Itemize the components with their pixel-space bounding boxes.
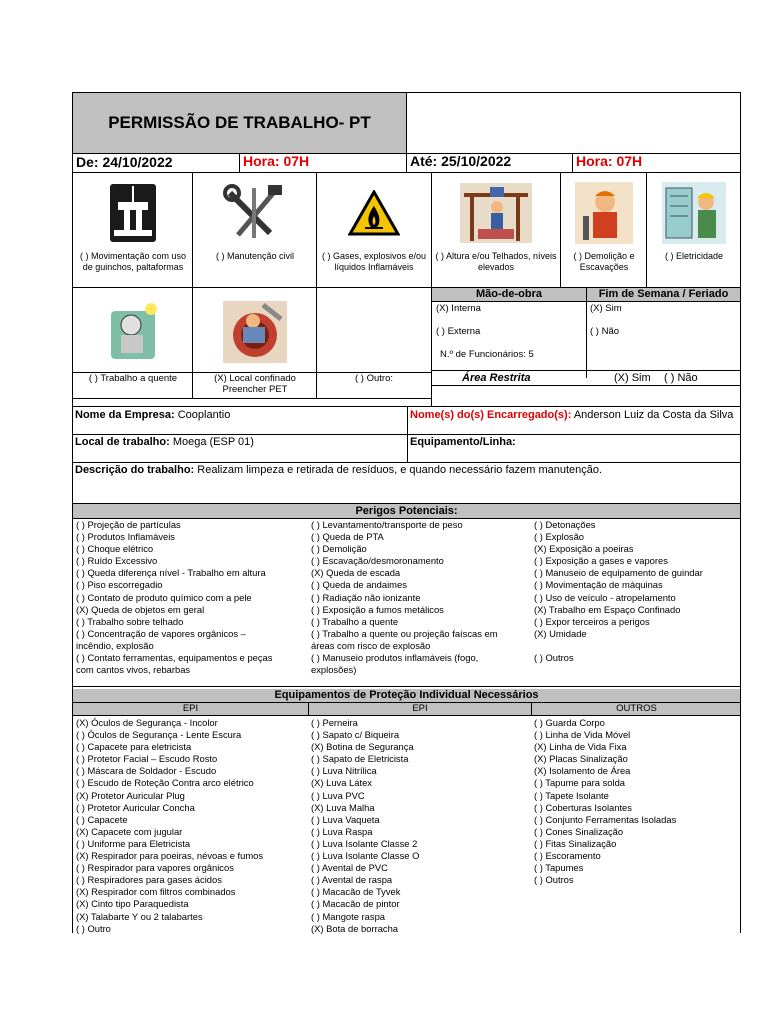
start-hour: Hora: 07H: [239, 153, 309, 172]
equipamento-field: [410, 436, 516, 448]
empresa-label: Nome da Empresa:: [75, 409, 175, 421]
mao-de-obra-interna: (X) Interna: [436, 303, 481, 314]
epi-column-header-row: [73, 703, 740, 716]
perigos-column-1: [76, 519, 308, 676]
list-item: ( ) Respiradores para gases ácidos: [76, 874, 222, 886]
list-item: ( ) Exposição a fumos metálicos: [311, 603, 444, 615]
work-type-label-local-confinado: (X) Local confinado Preencher PET: [214, 373, 296, 395]
list-item: (X) Queda de escada: [311, 567, 401, 579]
list-item: (X) Respirador com filtros combinados: [76, 886, 236, 898]
list-item: ( ) Projeção de partículas: [76, 519, 181, 530]
list-item: ( ) Avental de PVC: [311, 862, 388, 874]
local-label: Local de trabalho:: [75, 436, 170, 448]
epi-header: Equipamentos de Proteção Individual Necessários: [73, 689, 740, 703]
list-item: ( ) Movimentação de máquinas: [534, 579, 663, 591]
list-item: ( ) Mangote raspa: [311, 910, 385, 922]
area-restrita-nao: ( ) Não: [664, 372, 698, 384]
tools-icon: [193, 171, 316, 255]
end-hour: Hora: 07H: [572, 153, 642, 172]
list-item: ( ) Escavação/desmoronamento: [311, 555, 444, 567]
list-item: [534, 664, 738, 676]
fim-semana-header: Fim de Semana / Feriado: [587, 288, 740, 302]
list-item: ( ) Levantamento/transporte de peso: [311, 519, 463, 530]
list-item: ( ) Luva Isolante Classe O: [311, 850, 420, 862]
list-item: ( ) Perneira: [311, 717, 358, 728]
list-item: (X) Exposição a poeiras: [534, 543, 634, 555]
list-item: ( ) Sapato de Eletricista: [311, 753, 409, 765]
work-type-label-gases: ( ) Gases, explosivos e/ou líquidos Inflamáveis: [321, 251, 427, 272]
descricao-field: [75, 464, 735, 476]
encarregado-label: Nome(s) do(s) Encarregado(s):: [410, 409, 572, 421]
local-trabalho-field: [75, 436, 254, 448]
work-type-label-demolicao: ( ) Demolição e Escavações: [573, 251, 635, 272]
work-type-label-eletricidade: ( ) Eletricidade: [664, 251, 724, 261]
crane-lift-icon: [73, 171, 192, 255]
list-item: ( ) Detonações: [534, 519, 596, 530]
title-blank-cell: [407, 93, 740, 153]
list-item: ( ) Explosão: [534, 531, 585, 543]
encarregado-field: [410, 409, 738, 422]
perigos-header: Perigos Potenciais:: [73, 503, 740, 519]
list-item: ( ) Trabalho a quente: [311, 615, 399, 627]
list-item: (X) Capacete com jugular: [76, 825, 183, 837]
work-type-label-altura: ( ) Altura e/ou Telhados, níveis elevados: [435, 251, 557, 272]
list-item: ( ) Contato de produto químico com a pele: [76, 591, 252, 603]
list-item: (X) Luva Látex: [311, 777, 372, 789]
descricao-label: Descrição do trabalho:: [75, 464, 195, 476]
list-item: ( ) Respirador para vapores orgânicos: [76, 862, 234, 874]
list-item: ( ) Manuseio produtos inflamáveis (fogo,: [311, 652, 479, 664]
list-item: ( ) Radiação não ionizante: [311, 591, 421, 603]
work-type-label-outro: ( ) Outro:: [354, 373, 393, 384]
date-row: [73, 153, 740, 173]
start-date: De: 24/10/2022: [76, 154, 173, 170]
descricao-value: Realizam limpeza e retirada de resíduos, e quando necessário fazem manutenção.: [197, 464, 603, 476]
list-item: ( ) Produtos Inflamáveis: [76, 531, 175, 543]
list-item: ( ) Tapete Isolante: [534, 789, 609, 801]
list-item: ( ) Linha de Vida Móvel: [534, 729, 631, 741]
list-item: ( ) Macacão de pintor: [311, 898, 400, 910]
list-item: ( ) Capacete para eletricista: [76, 741, 192, 753]
demolition-icon: [561, 171, 646, 255]
list-item: áreas com risco de explosão: [311, 639, 431, 651]
list-item: com cantos vivos, rebarbas: [76, 664, 191, 676]
encarregado-value: Anderson Luiz da Costa da Silva: [573, 409, 734, 421]
list-item: ( ) Escudo de Roteção Contra arco elétrico: [76, 777, 254, 789]
list-item: ( ) Exposição a gases e vapores: [534, 555, 668, 567]
work-type-label-manutencao: ( ) Manutenção civil: [215, 251, 295, 261]
list-item: [534, 640, 738, 652]
perigos-column-2: [311, 519, 529, 676]
list-item: ( ) Luva Raspa: [311, 825, 373, 837]
list-item: (X) Luva Malha: [311, 801, 375, 813]
list-item: ( ) Outros: [534, 874, 574, 886]
list-item: ( ) Uso de veículo - atropelamento: [534, 591, 676, 603]
list-item: (X) Talabarte Y ou 2 talabartes: [76, 910, 203, 922]
confined-space-icon: [193, 293, 316, 371]
list-item: ( ) Conjunto Ferramentas Isoladas: [534, 813, 677, 825]
list-item: incêndio, explosão: [76, 639, 154, 651]
list-item: explosões): [311, 664, 357, 676]
list-item: ( ) Sapato c/ Biqueira: [311, 729, 400, 741]
list-item: (X) Protetor Auricular Plug: [76, 789, 185, 801]
list-item: ( ) Expor terceiros a perigos: [534, 615, 650, 627]
list-item: (X) Respirador para poeiras, névoas e fumos: [76, 850, 264, 862]
list-item: ( ) Trabalho sobre telhado: [76, 615, 184, 627]
list-item: ( ) Manuseio de equipamento de guindar: [534, 567, 703, 579]
empresa-value: Cooplantio: [177, 409, 231, 421]
list-item: ( ) Avental de raspa: [311, 874, 393, 886]
list-item: ( ) Luva PVC: [311, 789, 365, 801]
local-value: Moega (ESP 01): [172, 436, 254, 448]
epi-col-header-1: EPI: [182, 703, 199, 714]
electricity-icon: [647, 171, 740, 255]
list-item: ( ) Escoramento: [534, 850, 601, 862]
area-restrita-sim: (X) Sim: [614, 372, 651, 384]
mao-de-obra-externa: ( ) Externa: [436, 326, 481, 337]
empresa-field: [75, 409, 405, 421]
list-item: ( ) Guarda Corpo: [534, 717, 605, 728]
list-item: (X) Isolamento de Área: [534, 765, 631, 777]
list-item: ( ) Ruído Excessivo: [76, 555, 158, 567]
list-item: ( ) Capacete: [76, 813, 128, 825]
list-item: ( ) Demolição: [311, 543, 367, 555]
work-type-label-movimentacao: ( ) Movimentação com uso de guinchos, paltaformas: [79, 251, 187, 272]
list-item: (X) Umidade: [534, 627, 587, 639]
permit-form: [72, 92, 741, 933]
list-item: ( ) Queda diferença nível - Trabalho em altura: [76, 567, 266, 579]
list-item: (X) Queda de objetos em geral: [76, 603, 205, 615]
list-item: ( ) Óculos de Segurança - Lente Escura: [76, 729, 242, 741]
list-item: ( ) Choque elétrico: [76, 543, 154, 555]
work-type-label-trabalho-quente: ( ) Trabalho a quente: [88, 373, 178, 384]
list-item: ( ) Luva Nitrílica: [311, 765, 377, 777]
flammable-warning-icon: [317, 171, 431, 255]
list-item: (X) Placas Sinalização: [534, 753, 628, 765]
perigos-column-3: [534, 519, 738, 676]
area-restrita-label: Área Restrita: [462, 372, 531, 384]
list-item: ( ) Outro: [76, 922, 111, 934]
end-date: Até: 25/10/2022: [406, 153, 511, 172]
epi-column-3: [534, 717, 738, 886]
mao-de-obra-header: Mão-de-obra: [432, 288, 586, 302]
list-item: ( ) Fitas Sinalização: [534, 837, 617, 849]
list-item: ( ) Luva Vaqueta: [311, 813, 380, 825]
height-work-icon: [432, 171, 560, 255]
list-item: ( ) Macacão de Tyvek: [311, 886, 401, 898]
list-item: ( ) Uniforme para Eletricista: [76, 837, 191, 849]
list-item: ( ) Luva Isolante Classe 2: [311, 837, 418, 849]
epi-col-header-3: OUTROS: [531, 703, 741, 715]
welding-icon: [73, 293, 192, 371]
list-item: ( ) Piso escorregadio: [76, 579, 163, 591]
list-item: ( ) Coberturas Isolantes: [534, 801, 632, 813]
fim-semana-nao: ( ) Não: [590, 326, 620, 337]
list-item: (X) Cinto tipo Paraquedista: [76, 898, 189, 910]
list-item: (X) Óculos de Segurança - Incolor: [76, 717, 218, 728]
list-item: (X) Botina de Segurança: [311, 741, 414, 753]
list-item: ( ) Cones Sinalização: [534, 825, 624, 837]
form-title: PERMISSÃO DE TRABALHO- PT: [73, 93, 407, 153]
epi-column-1: [76, 717, 308, 935]
list-item: ( ) Trabalho a quente ou projeção faíscas em: [311, 627, 498, 639]
equipamento-label: Equipamento/Linha:: [410, 436, 516, 448]
list-item: (X) Bota de borracha: [311, 922, 399, 934]
list-item: ( ) Concentração de vapores orgânicos –: [76, 627, 246, 639]
list-item: (X) Linha de Vida Fixa: [534, 741, 627, 753]
list-item: ( ) Tapumes: [534, 862, 584, 874]
list-item: ( ) Tapume para solda: [534, 777, 626, 789]
list-item: ( ) Protetor Facial – Escudo Rosto: [76, 753, 218, 765]
fim-semana-sim: (X) Sim: [590, 303, 622, 314]
list-item: ( ) Máscara de Soldador - Escudo: [76, 765, 217, 777]
list-item: ( ) Queda de andaimes: [311, 579, 407, 591]
list-item: ( ) Protetor Auricular Concha: [76, 801, 195, 813]
list-item: ( ) Contato ferramentas, equipamentos e peças: [76, 652, 273, 664]
list-item: (X) Trabalho em Espaço Confinado: [534, 603, 681, 615]
list-item: ( ) Queda de PTA: [311, 531, 384, 543]
epi-col-header-2: EPI: [308, 703, 531, 715]
list-item: ( ) Outros: [534, 652, 574, 664]
numero-funcionarios: N.º de Funcionários: 5: [440, 349, 534, 360]
epi-column-2: [311, 717, 529, 935]
